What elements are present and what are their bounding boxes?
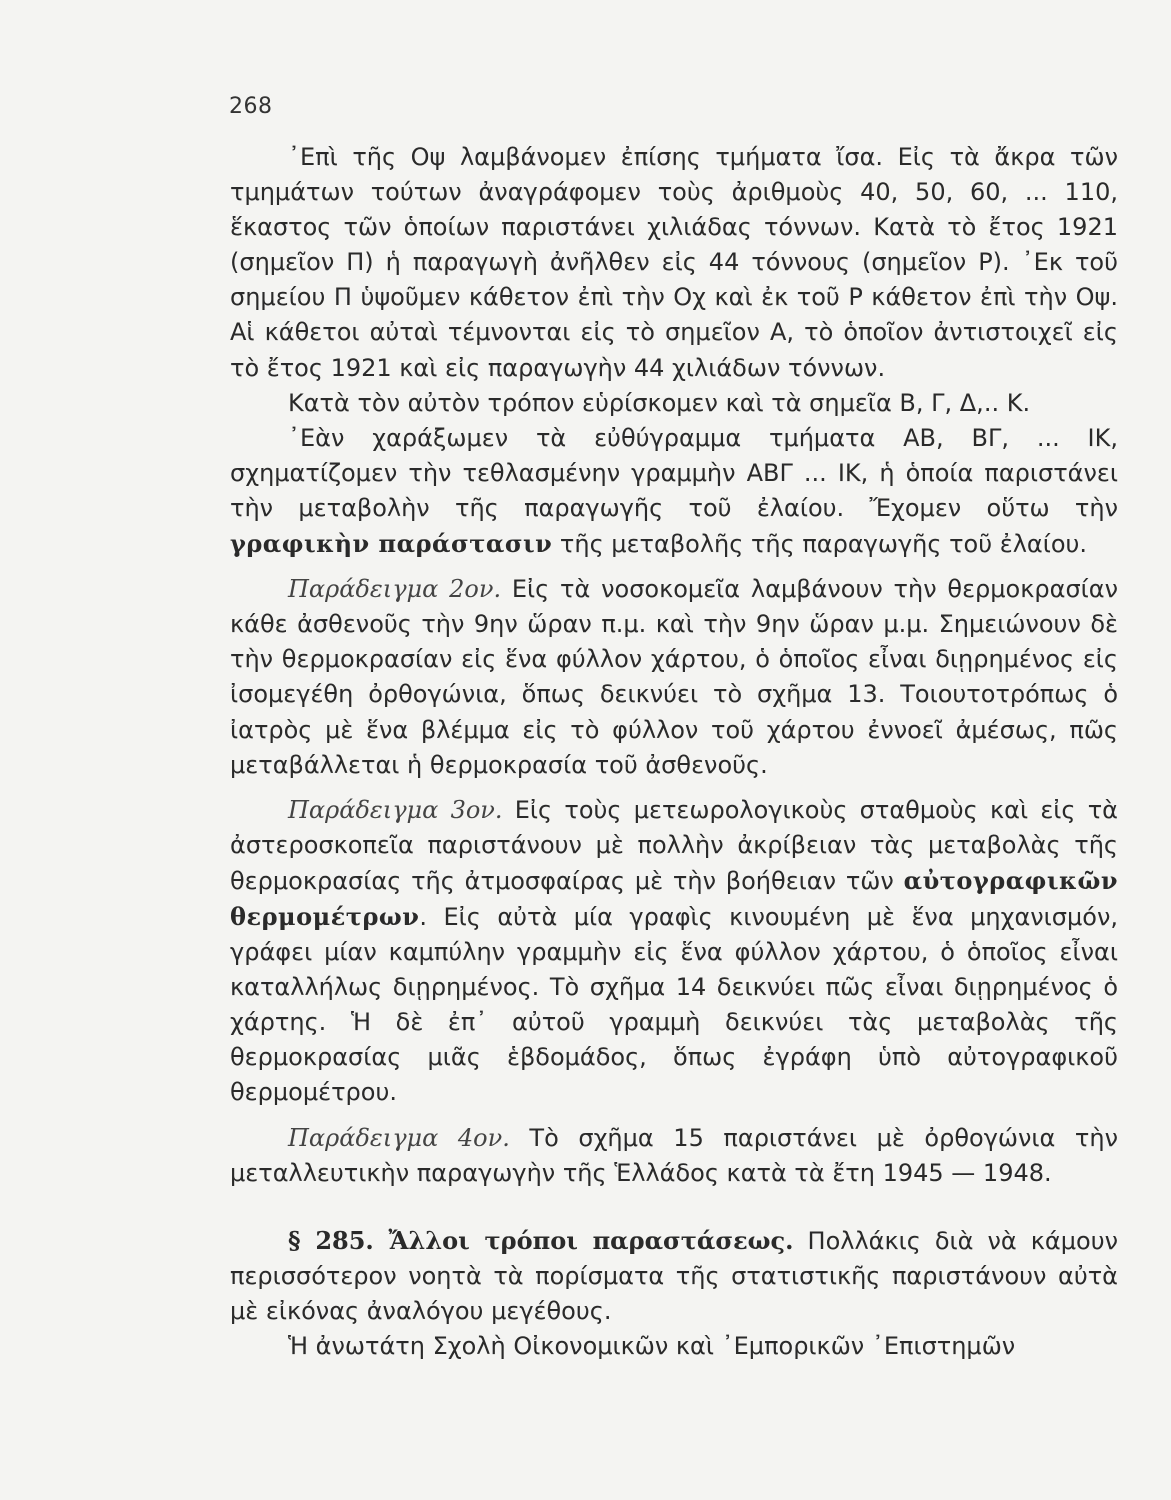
bold-term-self-recording-thermometers: αὐτογραφικῶν θερμομέτρων bbox=[230, 865, 1118, 931]
paragraph-text: Τὸ σχῆμα 15 παριστάνει μὲ ὀρθογώνια τὴν μεταλλευτικὴν παραγωγὴν τῆς Ἑλλάδος κατὰ τὰ ἔτη 1945 — 1948. bbox=[230, 1123, 1118, 1187]
paragraph-text: ᾿Επὶ τῆς Οψ λαμβάνομεν ἐπίσης τμήματα ἴσα. Εἰς τὰ ἄκρα τῶν τμημάτων τούτων ἀναγράφομεν τοὺς ἀριθμοὺς 40, 50, 60, ... 110, ἕκαστος τῶν ὁποίων παριστάνει χιλιάδας τόννων. Κατὰ τὸ ἔτος 1921 (σημεῖον Π) ἡ παραγωγὴ ἀνῆλθεν εἰς 44 τόννους (σημεῖον Ρ). ᾿Εκ τοῦ σημείου Π ὑψοῦμεν κάθετον ἐπὶ τὴν Οχ καὶ ἐκ τοῦ Ρ κάθετον ἐπὶ τὴν Οψ. Αἱ κάθετοι αὐταὶ τέμνονται εἰς τὸ σημεῖον Α, τὸ ὁποῖον ἀντιστοιχεῖ εἰς τὸ ἔτος 1921 καὶ εἰς παραγωγὴν 44 χιλιάδων τόννων. bbox=[230, 143, 1118, 382]
page-number: 268 bbox=[229, 94, 273, 119]
example-label: Παράδειγμα 4ον. bbox=[288, 1123, 510, 1152]
paragraph-text: Κατὰ τὸν αὐτὸν τρόπον εὑρίσκομεν καὶ τὰ σημεῖα Β, Γ, Δ,.. Κ. bbox=[288, 388, 1031, 417]
paragraph-example-3 bbox=[230, 793, 1118, 1111]
paragraph-text: ᾿Εὰν χαράξωμεν τὰ εὐθύγραμμα τμήματα ΑΒ, ΒΓ, ... ΙΚ, σχηματίζομεν τὴν τεθλασμένην γραμμὴν ΑΒΓ ... ΙΚ, ἡ ὁποία παριστάνει τὴν μεταβολὴν τῆς παραγωγῆς τοῦ ἐλαίου. Ἔχομεν οὕτω τὴν bbox=[230, 423, 1118, 522]
example-label: Παράδειγμα 3ον. bbox=[288, 795, 503, 824]
example-label: Παράδειγμα 2ον. bbox=[288, 575, 502, 604]
paragraph-section-285 bbox=[230, 1223, 1118, 1329]
paragraph-example-2 bbox=[230, 572, 1118, 783]
paragraph-text: . Εἰς αὐτὰ μία γραφὶς κινουμένη μὲ ἕνα μηχανισμόν, γράφει μίαν καμπύλην γραμμὴν εἰς ἕνα φύλλον χάρτου, ὁ ὁποῖος εἶναι καταλλήλως διῃρημένος. Τὸ σχῆμα 14 δεικνύει πῶς εἶναι διῃρημένος ὁ χάρτης. Ἡ δὲ ἐπ᾿ αὐτοῦ γραμμὴ δεικνύει τὰς μεταβολὰς τῆς θερμοκρασίας μιᾶς ἑβδομάδος, ὅπως ἐγράφη ὑπὸ αὐτογραφικοῦ θερμομέτρου. bbox=[230, 902, 1118, 1107]
paragraph-text: τῆς μεταβολῆς τῆς παραγωγῆς τοῦ ἐλαίου. bbox=[552, 530, 1088, 559]
bold-term-graphic-representation: γραφικὴν παράστασιν bbox=[230, 529, 553, 559]
section-heading: § 285. Ἄλλοι τρόποι παραστάσεως. bbox=[288, 1225, 794, 1255]
paragraph-school bbox=[230, 1329, 1118, 1364]
paragraph-broken-line bbox=[230, 421, 1118, 562]
body-text bbox=[230, 140, 1118, 1364]
paragraph-points bbox=[230, 386, 1118, 421]
paragraph-text: Ἡ ἀνωτάτη Σχολὴ Οἰκονομικῶν καὶ ᾿Εμπορικῶν ᾿Επιστημῶν bbox=[288, 1332, 1016, 1360]
paragraph-text: Πολλάκις διὰ νὰ κάμουν περισσότερον νοητὰ τὰ πορίσματα τῆς στατιστικῆς παριστάνουν αὐτὰ μὲ εἰκόνας ἀναλόγου μεγέθους. bbox=[230, 1226, 1118, 1325]
paragraph-text: Εἰς τὰ νοσοκομεῖα λαμβάνουν τὴν θερμοκρασίαν κάθε ἀσθενοῦς τὴν 9ην ὥραν π.μ. καὶ τὴν 9ην ὥραν μ.μ. Σημειώνουν δὲ τὴν θερμοκρασίαν εἰς ἕνα φύλλον χάρτου, ὁ ὁποῖος εἶναι διῃρημένος εἰς ἰσομεγέθη ὀρθογώνια, ὅπως δεικνύει τὸ σχῆμα 13. Τοιουτοτρόπως ὁ ἰατρὸς μὲ ἕνα βλέμμα εἰς τὸ φύλλον τοῦ χάρτου ἐννοεῖ ἀμέσως, πῶς μεταβάλλεται ἡ θερμοκρασία τοῦ ἀσθενοῦς. bbox=[230, 575, 1118, 779]
paragraph-text: Εἰς τοὺς μετεωρολογικοὺς σταθμοὺς καὶ εἰς τὰ ἀστεροσκοπεῖα παριστάνουν μὲ πολλὴν ἀκρίβειαν τὰς μεταβολὰς τῆς θερμοκρασίας τῆς ἀτμοσφαίρας μὲ τὴν βοήθειαν τῶν bbox=[230, 795, 1119, 895]
paragraph-example-4 bbox=[230, 1121, 1118, 1191]
paragraph-axis-explanation bbox=[230, 140, 1118, 386]
